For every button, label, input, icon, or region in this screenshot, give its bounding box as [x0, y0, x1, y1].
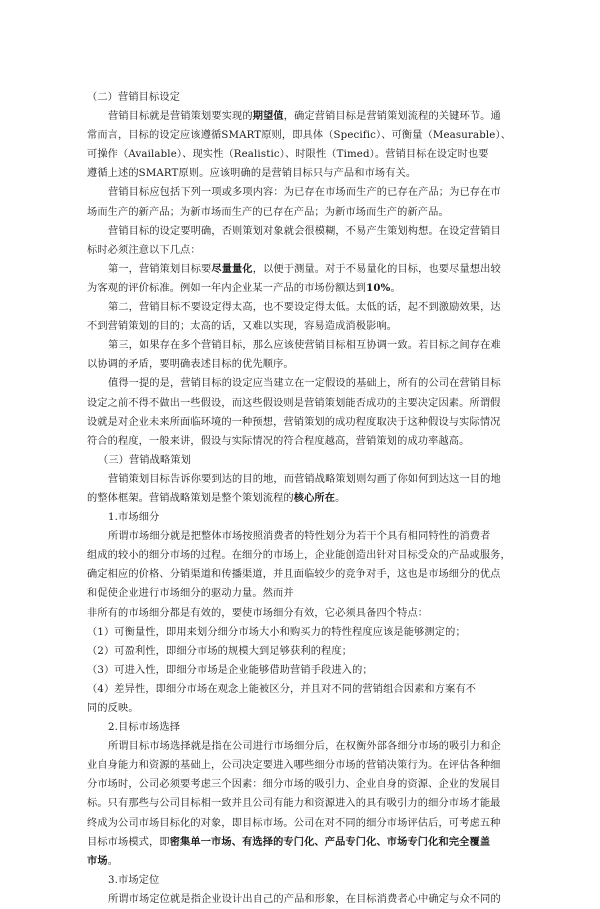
paragraph-line: 营销目标的设定要明确，否则策划对象就会很模糊，不易产生策划构想。在设定营销目 [108, 225, 501, 237]
paragraph-line: 目标市场模式，即密集单一市场、有选择的专门化、产品专门化、市场专门化和完全覆盖 [87, 835, 491, 848]
paragraph-line: 不到营销策划的目的；太高的话，又难以实现，容易造成消极影响。 [87, 321, 398, 333]
document-page [87, 88, 515, 909]
paragraph-line: 营销目标应包括下列一项或多项内容：为已存在市场而生产的已存在产品；为已存在市 [108, 187, 501, 199]
paragraph-line: 的整体框架。营销战略策划是整个策划流程的核心所在。 [87, 491, 346, 504]
subsection-heading: 3.市场定位 [108, 874, 160, 886]
list-item: （1）可衡量性，即用来划分细分市场大小和购买力的特性程度应该是能够测定的； [87, 626, 466, 638]
bold-term: 10% [366, 281, 391, 294]
paragraph-line: 为客观的评价标准。例如一年内企业某一产品的市场份额达到10%。 [87, 281, 401, 294]
list-item: （3）可进入性，即细分市场是企业能够借助营销手段进入的； [87, 664, 373, 676]
paragraph-line: 业自身能力和资源的基础上，公司决定要进入哪些细分市场的营销决策行为。在评估各种细 [87, 760, 501, 772]
paragraph-line: 营销目标就是营销策划要实现的期望值，确定营销目标是营销策划流程的关键环节。通 [108, 110, 501, 123]
paragraph-line: 所谓目标市场选择就是指在公司进行市场细分后，在权衡外部各细分市场的吸引力和企 [108, 741, 501, 753]
paragraph-line: 第三，如果存在多个营销目标，那么应该使营销目标相互协调一致。若目标之间存在难 [108, 340, 501, 352]
paragraph-line: 设就是对企业未来所面临环境的一种预想，营销策划的成功程度取决于这种假设与实际情况 [87, 416, 501, 428]
paragraph-line: 分市场时，公司必须要考虑三个因素：细分市场的吸引力、企业自身的资源、企业的发展目 [87, 779, 501, 791]
paragraph-line: 常而言，目标的设定应该遵循SMART原则，即具体（Specific）、可衡量（Measurable）、 [87, 130, 512, 142]
paragraph-line: 第一，营销策划目标要尽量量化，以便于测量。对于不易量化的目标，也要尽量想出较 [108, 262, 501, 275]
section-heading: （三）营销战略策划 [98, 454, 192, 466]
paragraph-line: 场而生产的新产品；为新市场而生产的已存在产品；为新市场而生产的新产品。 [87, 206, 449, 218]
section-heading: （二）营销目标设定 [87, 92, 181, 103]
paragraph-line: 非所有的市场细分都是有效的，要使市场细分有效，它必须具备四个特点： [87, 607, 429, 619]
bold-term: 密集单一市场、有选择的专门化、产品专门化、市场专门化和完全覆盖 [169, 835, 491, 848]
paragraph-line: 以协调的矛盾，要明确表述目标的优先顺序。 [87, 359, 294, 371]
bold-term: 尽量量化 [211, 262, 253, 275]
bold-term: 市场 [87, 854, 108, 867]
paragraph-line: 所谓市场定位就是指企业设计出自己的产品和形象，在目标消费者心中确定与众不同的 [108, 893, 501, 905]
list-item: （2）可盈利性，即细分市场的规模大到足够获利的程度； [87, 645, 353, 657]
list-item: （4）差异性，即细分市场在观念上能被区分，并且对不同的营销组合因素和方案有不 [87, 683, 477, 695]
subsection-heading: 1.市场细分 [108, 512, 160, 524]
paragraph-line: 值得一提的是，营销目标的设定应当建立在一定假设的基础上，所有的公司在营销目标 [108, 378, 501, 390]
paragraph-line: 第二，营销目标不要设定得太高，也不要设定得太低。太低的话，起不到激励效果，达 [108, 302, 501, 314]
bold-term: 期望值 [252, 110, 284, 123]
paragraph-line: 可操作（Available）、现实性（Realistic）、时限性（Timed）。营销目标在设定时也要 [87, 149, 489, 161]
paragraph-line: 所谓市场细分就是把整体市场按照消费者的特性划分为若干个具有相同特性的消费者 [108, 531, 491, 543]
paragraph-line: 组成的较小的细分市场的过程。在细分的市场上，企业能创造出针对目标受众的产品或服务， [87, 550, 511, 562]
paragraph-line: 和促使企业进行市场细分的驱动力量。然而并 [87, 588, 294, 600]
paragraph-line: 确定相应的价格、分销渠道和传播渠道，并且面临较少的竞争对手，这也是市场细分的优点 [87, 569, 501, 581]
paragraph-line: 终成为公司市场目标化的对象，即目标市场。公司在对不同的细分市场评估后，可考虑五种 [87, 817, 501, 829]
paragraph-line: 标时必须注意以下几点： [87, 244, 201, 256]
paragraph-line: 营销策划目标告诉你要到达的目的地，而营销战略策划则勾画了你如何到达这一目的地 [108, 473, 501, 485]
paragraph-line: 标。只有那些与公司目标相一致并且公司有能力和资源进入的具有吸引力的细分市场才能最 [87, 798, 501, 810]
paragraph-line: 市场。 [87, 854, 119, 867]
paragraph-line: 设定之前不得不做出一些假设，而这些假设则是营销策划能否成功的主要决定因素。所谓假 [87, 397, 501, 409]
subsection-heading: 2.目标市场选择 [108, 722, 181, 734]
paragraph-line: 遵循上述的SMART原则。应该明确的是营销目标只与产品和市场有关。 [87, 168, 417, 180]
paragraph-line: 符合的程度，一般来讲，假设与实际情况的符合程度越高，营销策划的成功率越高。 [87, 435, 470, 447]
bold-term: 核心所在 [293, 491, 336, 504]
paragraph-line: 同的反映。 [87, 703, 139, 714]
